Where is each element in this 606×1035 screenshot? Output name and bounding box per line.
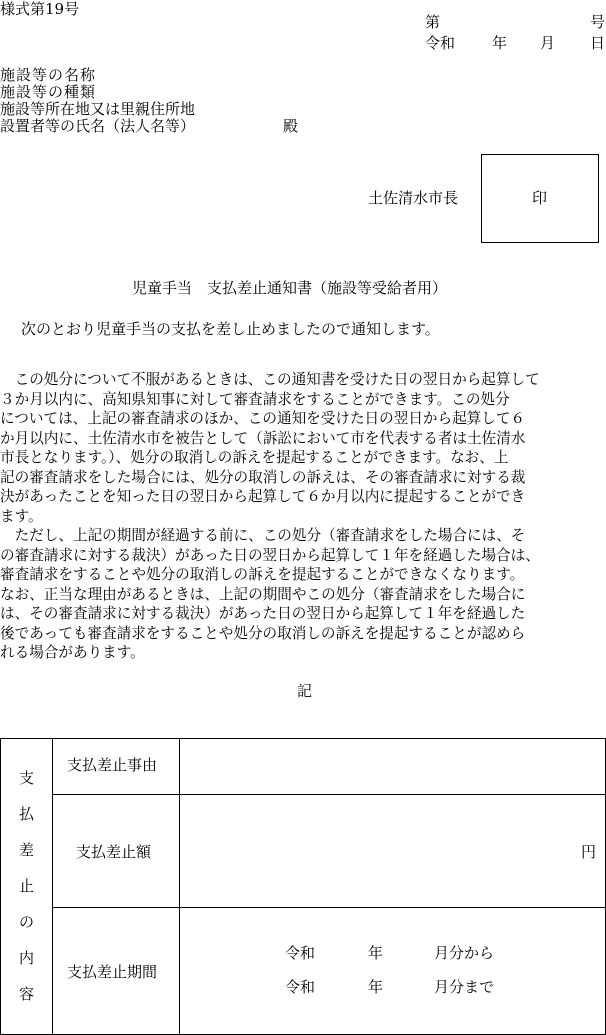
amount-label: 支払差止額 [53, 795, 180, 908]
document-title: 児童手当 支払差止通知書（施設等受給者用） [132, 279, 448, 297]
section-label-char: 容 [18, 985, 34, 1003]
notice-line: 決があったことを知った日の翌日から起算して６か月以内に提起することができ [0, 488, 526, 505]
section-label-char: 払 [18, 805, 34, 823]
number-prefix: 第 [425, 13, 441, 31]
issuer-title: 土佐清水市長 [368, 189, 459, 207]
amount-unit: 円 [580, 842, 596, 861]
period-to [180, 971, 605, 1005]
notice-line: 審査請求をすることや処分の取消しの訴えを提起することができなくなります。 [0, 566, 525, 583]
notice-line: か月以内に、土佐清水市を被告として（訴訟において市を代表する者は土佐清水 [0, 429, 526, 447]
notice-line: ます。 [0, 507, 43, 525]
period-row [1, 908, 606, 1035]
notice-line: は、その審査請求に対する裁決）があった日の翌日から起算して１年を経過した [0, 605, 526, 622]
date-month: 月 [540, 34, 556, 52]
reason-row [1, 739, 606, 795]
appeal-notice [0, 370, 600, 663]
notice-line: ただし、上記の期間が経過する前に、この処分（審査請求をした場合には、そ [0, 527, 526, 544]
notice-line: 記の審査請求をした場合には、処分の取消しの訴えは、その審査請求に対する裁 [0, 468, 526, 486]
section-label-char: 差 [18, 841, 34, 859]
period-from-month: 月分から [434, 944, 495, 962]
detail-table [0, 738, 606, 1035]
record-heading: 記 [297, 682, 313, 700]
form-number: 様式第19号 [0, 0, 80, 18]
notice-line: 後であっても審査請求をすることや処分の取消しの訴えを提起することが認めら [0, 624, 526, 642]
reason-value[interactable] [180, 739, 606, 795]
reason-label: 支払差止事由 [53, 739, 180, 795]
period-value[interactable] [180, 908, 606, 1035]
period-from [180, 937, 605, 971]
notice-line: については、上記の審査請求のほか、この通知を受けた日の翌日から起算して６ [0, 410, 526, 427]
period-to-year: 年 [368, 978, 384, 996]
notice-line: ３か月以内に、高知県知事に対して審査請求をすることができます。この処分 [0, 390, 510, 408]
amount-value[interactable] [180, 795, 606, 908]
section-label-char: 内 [18, 949, 34, 967]
seal-mark: 印 [532, 189, 548, 207]
intro-text: 次のとおり児童手当の支払を差し止めましたので通知します。 [21, 320, 440, 338]
period-label: 支払差止期間 [53, 908, 180, 1035]
facility-name-label: 施設等の名称 [0, 66, 97, 84]
honorific: 殿 [283, 117, 299, 135]
facility-address-label: 施設等所在地又は里親住所地 [0, 100, 196, 118]
period-to-month: 月分まで [434, 978, 495, 996]
notice-line: この処分について不服があるときは、この通知書を受けた日の翌日から起算して [0, 371, 540, 388]
notice-line: 市長となります。）、処分の取消しの訴えを提起することができます。なお、上 [0, 449, 509, 466]
date-day: 日 [590, 34, 606, 52]
notice-line: なお、正当な理由があるときは、上記の期間やこの処分（審査請求をした場合に [0, 585, 526, 603]
number-suffix: 号 [590, 13, 606, 31]
notice-line: れる場合があります。 [0, 644, 145, 661]
founder-name-label: 設置者等の氏名（法人名等） [0, 117, 196, 135]
notice-line: の審査請求に対する裁決）があった日の翌日から起算して１年を経過した場合は、 [0, 546, 540, 564]
date-era: 令和 [425, 34, 456, 52]
section-label-char: 止 [18, 877, 34, 895]
section-label [1, 739, 53, 1035]
section-label-char: 支 [18, 769, 34, 787]
period-from-year: 年 [368, 944, 384, 962]
period-from-era: 令和 [285, 944, 316, 962]
period-to-era: 令和 [285, 978, 316, 996]
facility-type-label: 施設等の種類 [0, 83, 97, 101]
section-label-char: の [18, 913, 34, 931]
date-year: 年 [492, 34, 508, 52]
amount-row [1, 795, 606, 908]
